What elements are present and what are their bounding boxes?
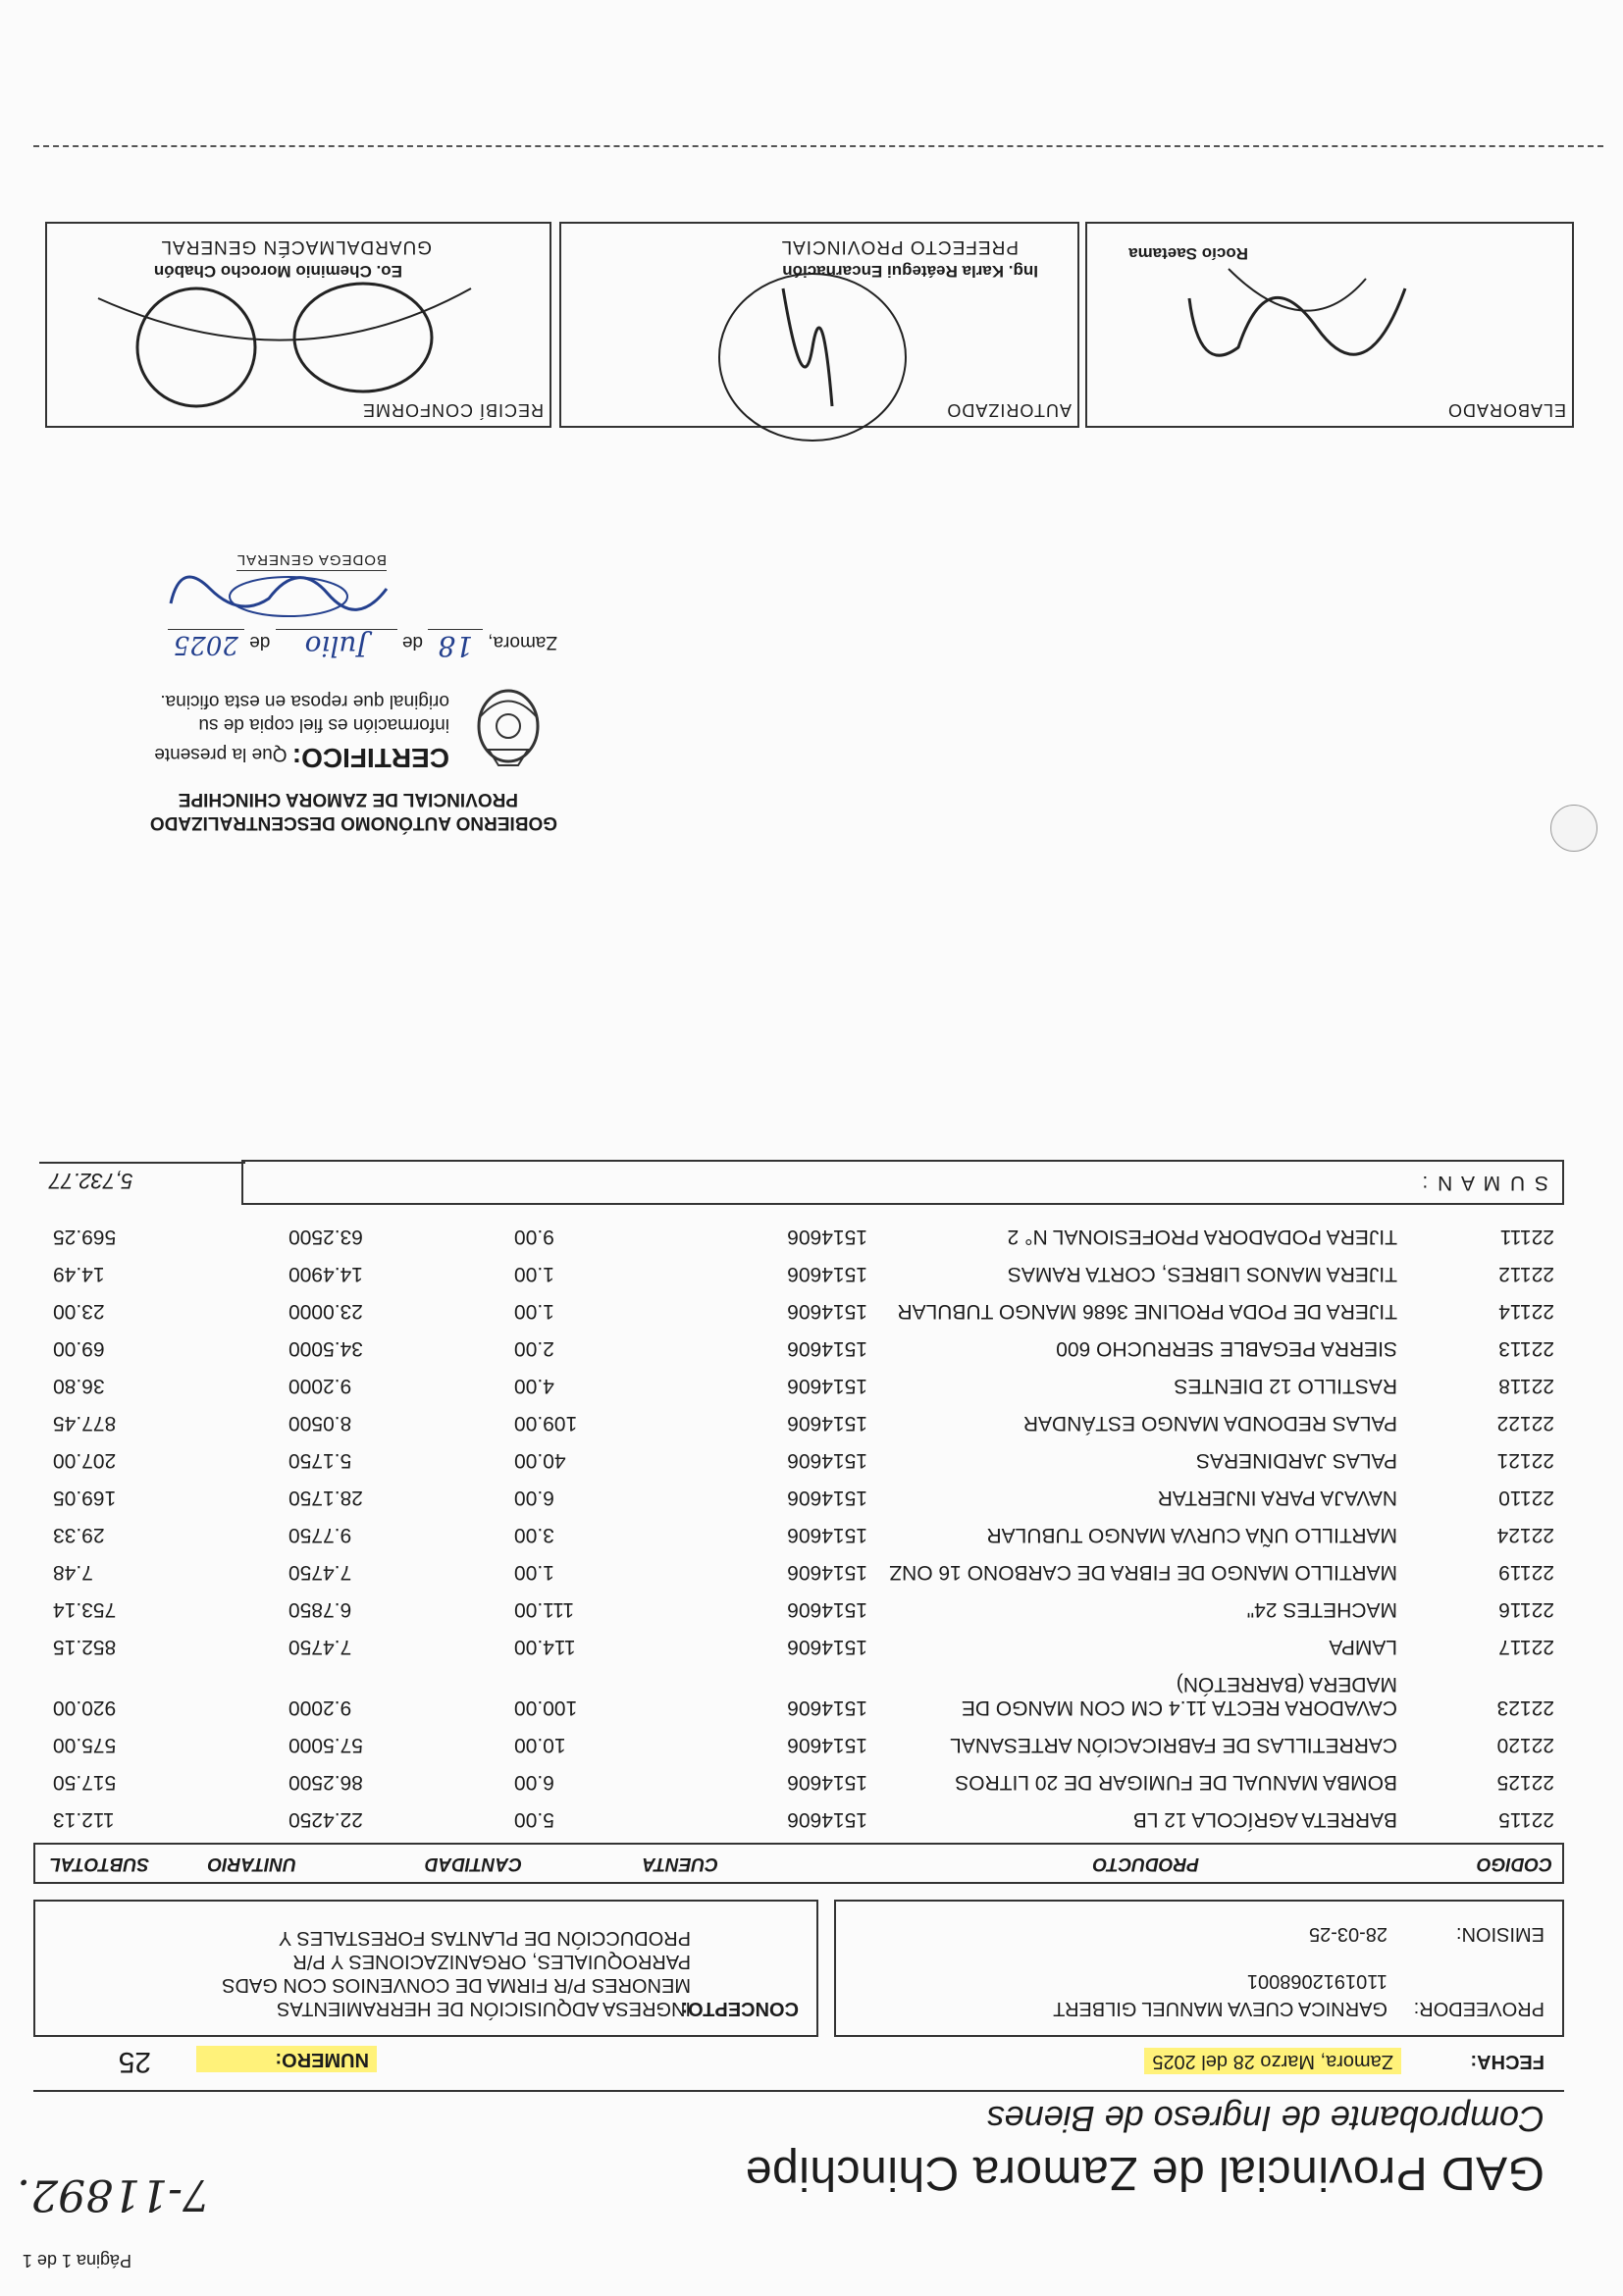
cell-code: 22113 (1498, 1337, 1554, 1360)
certificate-text: original que reposa en esta oficina. (160, 691, 449, 711)
signature-scribble (79, 259, 491, 445)
cell-account: 1514606 (787, 1300, 867, 1323)
concepto-line: PARROQUIALES, ORGANIZACIONES Y P/R (292, 1951, 691, 1972)
cell-unit: 57.5000 (288, 1734, 363, 1756)
table-row (43, 1399, 1554, 1435)
concepto-line: MENORES P/R FIRMA DE CONVENIOS CON GADS (222, 1974, 691, 1996)
cell-code: 22118 (1498, 1375, 1554, 1397)
cell-code: 22123 (1496, 1696, 1554, 1719)
cell-unit: 14.4900 (288, 1263, 363, 1285)
table-header (33, 1843, 1564, 1884)
signature-role: PREFECTO PROVINCIAL (780, 236, 1019, 257)
proveedor-name: GARNICA CUEVA MANUEL GILBERT (1053, 1998, 1387, 2019)
certificate-text: información es fiel copia de su (198, 714, 449, 735)
cell-product: SIERRA PEGABLE SERRUCHO 600 (1056, 1337, 1397, 1360)
cell-subtotal: 7.48 (53, 1561, 93, 1584)
certificate-day: 18 (428, 629, 483, 662)
cell-code: 22115 (1498, 1808, 1554, 1831)
cell-subtotal: 36.80 (53, 1375, 105, 1397)
emision-label: EMISION: (1455, 1923, 1544, 1945)
cell-code: 22114 (1498, 1300, 1554, 1323)
cell-subtotal: 753.14 (53, 1598, 117, 1621)
signature-box-recibi (45, 222, 551, 428)
cell-account: 1514606 (787, 1598, 867, 1621)
table-row (43, 1511, 1554, 1546)
cell-qty: 1.00 (514, 1263, 554, 1285)
concepto-line: INGRESA ADQUISICIÓN DE HERRAMIENTAS (277, 1998, 691, 2019)
cell-account: 1514606 (787, 1771, 867, 1794)
concepto-line: PRODUCCIÓN DE PLANTAS FORESTALES Y (278, 1927, 691, 1949)
table-row (43, 1664, 1554, 1719)
table-row (43, 1623, 1554, 1658)
cell-account: 1514606 (787, 1561, 867, 1584)
cell-account: 1514606 (787, 1487, 867, 1509)
cell-qty: 40.00 (514, 1449, 566, 1472)
proveedor-label: PROVEEDOR: (1413, 1998, 1544, 2019)
table-row (43, 1721, 1554, 1756)
cell-qty: 100.00 (514, 1696, 578, 1719)
cell-qty: 111.00 (514, 1598, 575, 1621)
cell-product: MARTILLO MANGO DE FIBRA DE CARBONO 16 ONZ (889, 1561, 1397, 1584)
cell-unit: 7.4750 (288, 1636, 352, 1658)
signature-box-elaborado (1085, 222, 1574, 428)
cell-product: TIJERA DE PODA PROLINE 3686 MANGO TUBULAR (897, 1300, 1397, 1323)
cell-subtotal: 14.49 (53, 1263, 105, 1285)
page-bottom-rule (33, 145, 1603, 147)
table-row (43, 1796, 1554, 1831)
proveedor-ruc: 1101912068001 (1246, 1970, 1387, 1992)
cell-code: 22110 (1498, 1487, 1554, 1509)
cell-qty: 3.00 (514, 1524, 554, 1546)
cell-unit: 23.0000 (288, 1300, 363, 1323)
cell-account: 1514606 (787, 1636, 867, 1658)
cell-unit: 6.7850 (288, 1598, 352, 1621)
cell-subtotal: 517.50 (53, 1771, 117, 1794)
cell-subtotal: 112.13 (53, 1808, 115, 1831)
numero-label: NUMERO: (196, 2046, 377, 2072)
certificate-date-de: de (401, 632, 424, 652)
cell-account: 1514606 (787, 1734, 867, 1756)
cell-subtotal: 575.00 (53, 1734, 117, 1756)
summary-box (241, 1160, 1564, 1205)
document-title: GAD Provincial de Zamora Chinchipe (745, 2147, 1544, 2199)
cell-qty: 1.00 (514, 1561, 554, 1584)
signature-role: GUARDALMACÉN GENERAL (160, 236, 432, 257)
signature-label: AUTORIZADO (946, 400, 1072, 420)
certificate-month: Julio (276, 629, 397, 662)
signature-name: Ing. Karla Reátegui Encarnación (782, 262, 1038, 281)
cell-product: BARRETA AGRÍCOLA 12 LB (1132, 1808, 1397, 1831)
table-row (43, 1586, 1554, 1621)
signature-label: ELABORADO (1446, 400, 1566, 420)
numero-value: 25 (118, 2046, 151, 2078)
table-row (43, 1758, 1554, 1794)
certificate-title: CERTIFICO: (291, 743, 449, 773)
header-divider (33, 2090, 1564, 2092)
certificate-date-de: de (249, 632, 271, 652)
cell-unit: 8.0500 (288, 1412, 352, 1435)
cell-product: PALAS JARDINERAS (1195, 1449, 1397, 1472)
col-header-cantidad: CANTIDAD (424, 1853, 522, 1874)
cell-subtotal: 207.00 (53, 1449, 117, 1472)
cell-qty: 2.00 (514, 1337, 554, 1360)
cell-qty: 6.00 (514, 1771, 554, 1794)
fecha-value: Zamora, Marzo 28 del 2025 (1144, 2048, 1401, 2074)
cell-account: 1514606 (787, 1696, 867, 1719)
cell-product: BOMBA MANUAL DE FUMIGAR DE 20 LITROS (955, 1771, 1397, 1794)
fecha-label: FECHA: (1470, 2051, 1544, 2072)
cell-subtotal: 877.45 (53, 1412, 117, 1435)
cell-code: 22111 (1499, 1226, 1554, 1248)
cell-code: 22121 (1496, 1449, 1554, 1472)
certificate-year: 2025 (168, 629, 244, 659)
cell-product: LAMPA (1329, 1636, 1397, 1658)
cell-subtotal: 69.00 (53, 1337, 105, 1360)
cell-subtotal: 169.05 (53, 1487, 117, 1509)
cell-qty: 1.00 (514, 1300, 554, 1323)
cell-product: TIJERA MANOS LIBRES, CORTA RAMAS (1007, 1263, 1397, 1285)
cell-code: 22116 (1498, 1598, 1554, 1621)
cell-subtotal: 920.00 (53, 1696, 117, 1719)
summary-total: 5,732.77 (49, 1169, 133, 1193)
cell-unit: 9.2000 (288, 1375, 352, 1397)
cell-unit: 9.7750 (288, 1524, 352, 1546)
cell-qty: 114.00 (514, 1636, 576, 1658)
cell-subtotal: 852.15 (53, 1636, 117, 1658)
cell-qty: 9.00 (514, 1226, 554, 1248)
cell-account: 1514606 (787, 1375, 867, 1397)
col-header-cuenta: CUENTA (642, 1853, 718, 1874)
certificate-block (47, 787, 557, 834)
certificate-date-prefix: Zamora, (488, 632, 557, 652)
cell-unit: 34.5000 (288, 1337, 363, 1360)
cell-qty: 6.00 (514, 1487, 554, 1509)
cell-qty: 109.00 (514, 1412, 578, 1435)
bodega-stamp-label: BODEGA GENERAL (236, 551, 387, 571)
certificate-org-line: PROVINCIAL DE ZAMORA CHINCHIPE (178, 789, 518, 809)
coat-of-arms-seal (459, 679, 557, 777)
cell-account: 1514606 (787, 1524, 867, 1546)
cell-code: 22112 (1498, 1263, 1554, 1285)
cell-unit: 86.2500 (288, 1771, 363, 1794)
concepto-label: CONCEPTO: (681, 1998, 799, 2019)
table-row (43, 1362, 1554, 1397)
cell-account: 1514606 (787, 1412, 867, 1435)
emision-value: 28-03-25 (1308, 1923, 1387, 1945)
col-header-codigo: CODIGO (1476, 1853, 1552, 1874)
certificate-title-line (154, 742, 449, 773)
page-number: Página 1 de 1 (22, 2251, 131, 2270)
cell-unit: 28.1750 (288, 1487, 363, 1509)
cell-product: MARTILLO UÑA CURVA MANGO TUBULAR (986, 1524, 1397, 1546)
certificate-text: Que la presente (154, 744, 288, 764)
cell-unit: 22.4250 (288, 1808, 363, 1831)
cell-product: NAVAJA PARA INJERTAR (1157, 1487, 1397, 1509)
cell-qty: 5.00 (514, 1808, 554, 1831)
handwritten-reference: 7-11892. (17, 2169, 210, 2219)
certificate-signature (161, 569, 396, 628)
certificate-date (47, 630, 557, 662)
signature-label: RECIBÍ CONFORME (361, 400, 544, 420)
cell-unit: 63.2500 (288, 1226, 363, 1248)
cell-product: MACHETES 24" (1246, 1598, 1397, 1621)
cell-product: CAVADORA RECTA 11.4 CM CON MANGO DE MADERA (BARRETÓN) (961, 1673, 1397, 1719)
cell-code: 22119 (1498, 1561, 1554, 1584)
punch-hole (1550, 805, 1597, 852)
table-row (43, 1474, 1554, 1509)
cell-qty: 10.00 (514, 1734, 566, 1756)
col-header-producto: PRODUCTO (1092, 1853, 1199, 1874)
cell-qty: 4.00 (514, 1375, 554, 1397)
cell-product: RASTILLO 12 DIENTES (1174, 1375, 1397, 1397)
cell-code: 22117 (1498, 1636, 1554, 1658)
table-row (43, 1287, 1554, 1323)
cell-account: 1514606 (787, 1337, 867, 1360)
cell-code: 22124 (1496, 1524, 1554, 1546)
summary-total-cell (39, 1162, 245, 1205)
cell-code: 22125 (1496, 1771, 1554, 1794)
cell-product: PALAS REDONDA MANGO ESTÁNDAR (1022, 1412, 1397, 1435)
table-row (43, 1436, 1554, 1472)
cell-code: 22120 (1496, 1734, 1554, 1756)
cell-account: 1514606 (787, 1263, 867, 1285)
col-header-subtotal: SUBTOTAL (49, 1853, 149, 1874)
cell-subtotal: 569.25 (53, 1226, 117, 1248)
cell-code: 22122 (1496, 1412, 1554, 1435)
signature-name: Eo. Cheminio Morocho Chabón (153, 262, 402, 281)
cell-product: TIJERA PODADORA PROFESIONAL N° 2 (1007, 1226, 1397, 1248)
cell-unit: 9.2000 (288, 1696, 352, 1719)
cell-unit: 5.1750 (288, 1449, 352, 1472)
table-row (43, 1250, 1554, 1285)
table-row (43, 1325, 1554, 1360)
document-subtitle: Comprobante de Ingreso de Bienes (986, 2099, 1544, 2139)
cell-subtotal: 29.33 (53, 1524, 105, 1546)
table-row (43, 1213, 1554, 1248)
cell-account: 1514606 (787, 1808, 867, 1831)
cell-account: 1514606 (787, 1226, 867, 1248)
signature-box-autorizado (559, 222, 1079, 428)
cell-product: CARRETILLAS DE FABRICACIÓN ARTESANAL (950, 1734, 1397, 1756)
summary-label: S U M A N : (1420, 1172, 1548, 1194)
cell-subtotal: 23.00 (53, 1300, 105, 1323)
certificate-org-line: GOBIERNO AUTÓNOMO DESCENTRALIZADO (149, 812, 557, 833)
signature-scribble (695, 269, 930, 465)
signature-scribble (1170, 259, 1425, 406)
signature-name: Rocío Saetama (1128, 244, 1248, 263)
cell-unit: 7.4750 (288, 1561, 352, 1584)
col-header-unitario: UNITARIO (207, 1853, 296, 1874)
cell-account: 1514606 (787, 1449, 867, 1472)
table-row (43, 1548, 1554, 1584)
